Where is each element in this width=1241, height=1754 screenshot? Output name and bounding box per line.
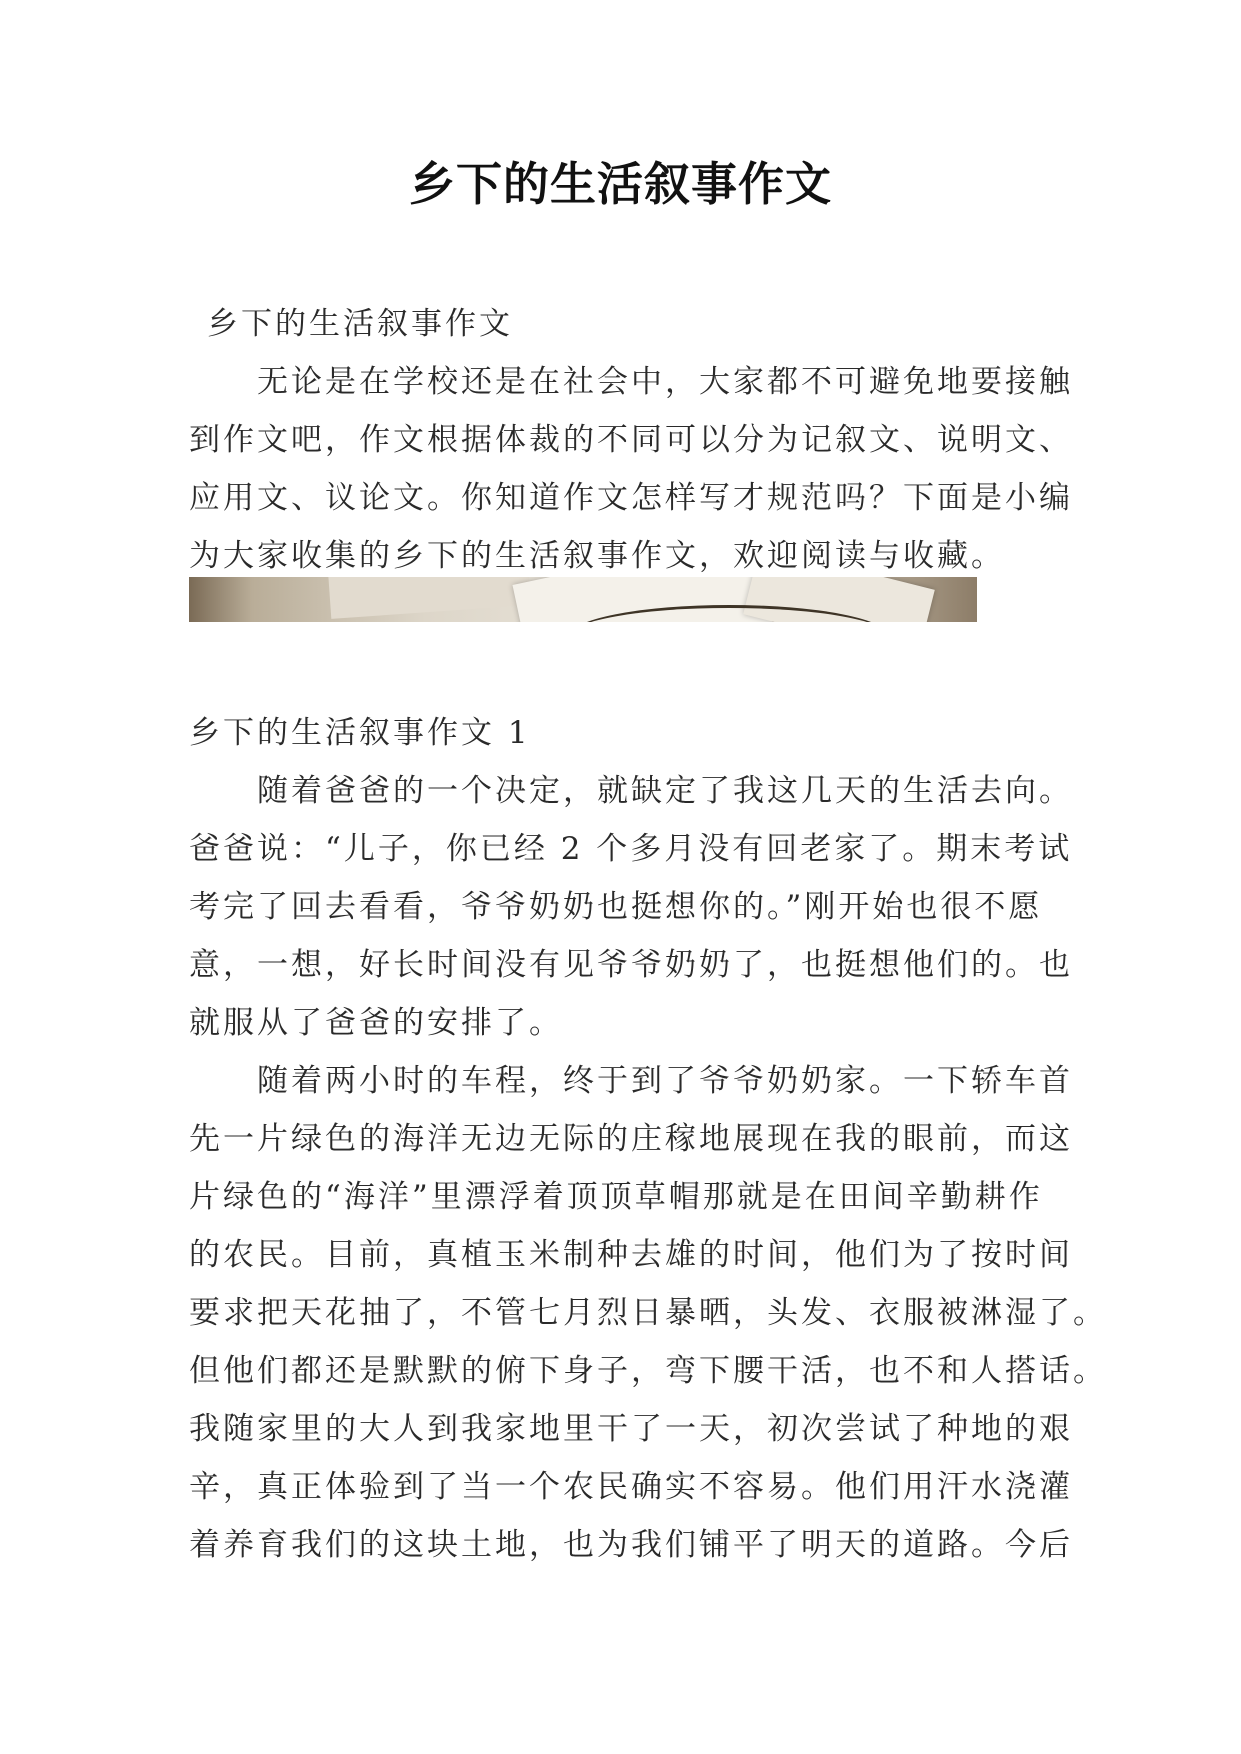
paragraph-line: 片绿色的“海洋”里漂浮着顶顶草帽那就是在田间辛勤耕作 [189,1179,1043,1215]
paragraph-line: 就服从了爸爸的安排了。 [189,1005,563,1041]
paragraph-line: 考完了回去看看，爷爷奶奶也挺想你的。”刚开始也很不愿 [189,889,1043,925]
intro-line: 为大家收集的乡下的生活叙事作文，欢迎阅读与收藏。 [189,538,1005,574]
document-subtitle: 乡下的生活叙事作文 [207,306,513,342]
intro-line: 到作文吧，作文根据体裁的不同可以分为记叙文、说明文、 [189,422,1073,458]
banner-image [189,577,977,622]
paragraph-line: 辛，真正体验到了当一个农民确实不容易。他们用汗水浇灌 [189,1469,1073,1505]
paragraph-line: 爸爸说：“儿子，你已经 2 个多月没有回老家了。期末考试 [189,831,1073,867]
paragraph-line: 着养育我们的这块土地，也为我们铺平了明天的道路。今后 [189,1527,1073,1563]
paragraph-line: 随着两小时的车程，终于到了爷爷奶奶家。一下轿车首 [257,1063,1073,1099]
document-title: 乡下的生活叙事作文 [409,157,832,211]
paragraph-line: 要求把天花抽了，不管七月烈日暴晒，头发、衣服被淋湿了。 [189,1295,1107,1331]
paragraph-line: 意，一想，好长时间没有见爷爷奶奶了，也挺想他们的。也 [189,947,1073,983]
intro-line: 无论是在学校还是在社会中，大家都不可避免地要接触 [257,364,1073,400]
intro-line: 应用文、议论文。你知道作文怎样写才规范吗？下面是小编 [189,480,1073,516]
paragraph-line: 先一片绿色的海洋无边无际的庄稼地展现在我的眼前，而这 [189,1121,1073,1157]
paragraph-line: 但他们都还是默默的俯下身子，弯下腰干活，也不和人搭话。 [189,1353,1107,1389]
paragraph-line: 我随家里的大人到我家地里干了一天，初次尝试了种地的艰 [189,1411,1073,1447]
section-heading: 乡下的生活叙事作文 1 [189,715,531,751]
paragraph-line: 随着爸爸的一个决定，就缺定了我这几天的生活去向。 [257,773,1073,809]
paragraph-line: 的农民。目前，真植玉米制种去雄的时间，他们为了按时间 [189,1237,1073,1273]
